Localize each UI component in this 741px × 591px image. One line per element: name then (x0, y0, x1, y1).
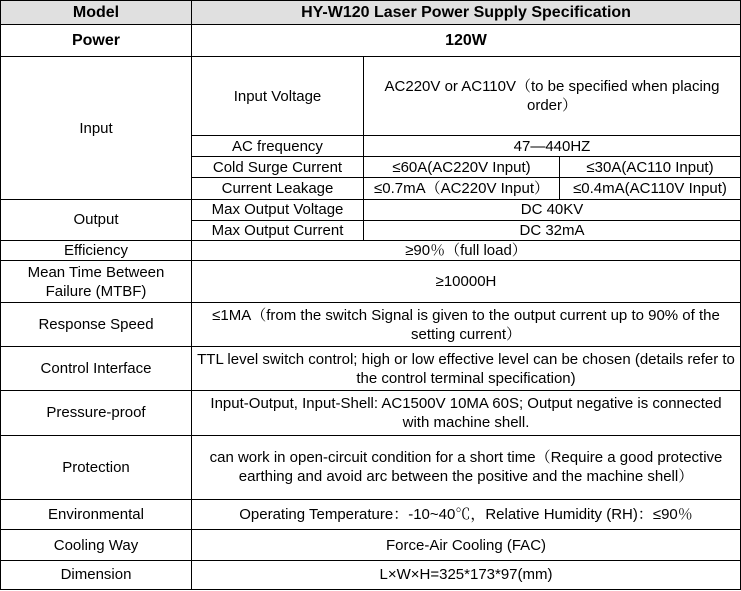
pressure-proof-value: Input-Output, Input-Shell: AC1500V 10MA 60S; Output negative is connected with machine shell. (192, 391, 741, 435)
output-label: Output (1, 199, 192, 240)
ac-frequency-label: AC frequency (192, 136, 364, 157)
protection-label: Protection (1, 435, 192, 500)
response-speed-value: ≤1MA（from the switch Signal is given to the output current up to 90% of the setting current） (192, 303, 741, 346)
dimension-row (1, 560, 741, 589)
protection-row (1, 435, 741, 500)
cooling-way-label: Cooling Way (1, 530, 192, 560)
max-current-label: Max Output Current (192, 220, 364, 240)
max-voltage-row (1, 199, 741, 220)
control-interface-value: TTL level switch control; high or low effective level can be chosen (details refer to the control terminal specification) (192, 346, 741, 390)
protection-value: can work in open-circuit condition for a short time（Require a good protective earthing and avoid arc between the positive and the machine shell） (192, 435, 741, 500)
ac-frequency-value: 47—440HZ (364, 136, 741, 157)
environmental-value: Operating Temperature：-10~40℃，Relative Humidity (RH)：≤90％ (192, 500, 741, 530)
input-label: Input (1, 57, 192, 199)
mtbf-row (1, 261, 741, 303)
input-voltage-label: Input Voltage (192, 57, 364, 136)
power-label: Power (1, 25, 192, 57)
cooling-way-value: Force-Air Cooling (FAC) (192, 530, 741, 560)
cold-surge-220-value: ≤60A(AC220V Input) (364, 157, 560, 178)
model-label: Model (1, 1, 192, 25)
dimension-label: Dimension (1, 560, 192, 589)
max-voltage-value: DC 40KV (364, 199, 741, 220)
max-current-value: DC 32mA (364, 220, 741, 240)
max-voltage-label: Max Output Voltage (192, 199, 364, 220)
pressure-proof-row (1, 391, 741, 435)
environmental-label: Environmental (1, 500, 192, 530)
pressure-proof-label: Pressure-proof (1, 391, 192, 435)
power-row (1, 25, 741, 57)
current-leakage-110-value: ≤0.4mA(AC110V Input) (560, 178, 741, 199)
input-voltage-row (1, 57, 741, 136)
dimension-value: L×W×H=325*173*97(mm) (192, 560, 741, 589)
efficiency-value: ≥90％（full load） (192, 240, 741, 260)
cold-surge-110-value: ≤30A(AC110 Input) (560, 157, 741, 178)
efficiency-row (1, 240, 741, 260)
mtbf-value: ≥10000H (192, 261, 741, 303)
input-voltage-value: AC220V or AC110V（to be specified when placing order） (364, 57, 741, 136)
efficiency-label: Efficiency (1, 240, 192, 260)
current-leakage-220-value: ≤0.7mA（AC220V Input） (364, 178, 560, 199)
cold-surge-label: Cold Surge Current (192, 157, 364, 178)
mtbf-label: Mean Time Between Failure (MTBF) (1, 261, 192, 303)
power-value: 120W (192, 25, 741, 57)
current-leakage-label: Current Leakage (192, 178, 364, 199)
control-interface-label: Control Interface (1, 346, 192, 390)
response-speed-label: Response Speed (1, 303, 192, 346)
model-value: HY-W120 Laser Power Supply Specification (192, 1, 741, 25)
model-row (1, 1, 741, 25)
control-interface-row (1, 346, 741, 390)
environmental-row (1, 500, 741, 530)
cooling-way-row (1, 530, 741, 560)
response-speed-row (1, 303, 741, 346)
